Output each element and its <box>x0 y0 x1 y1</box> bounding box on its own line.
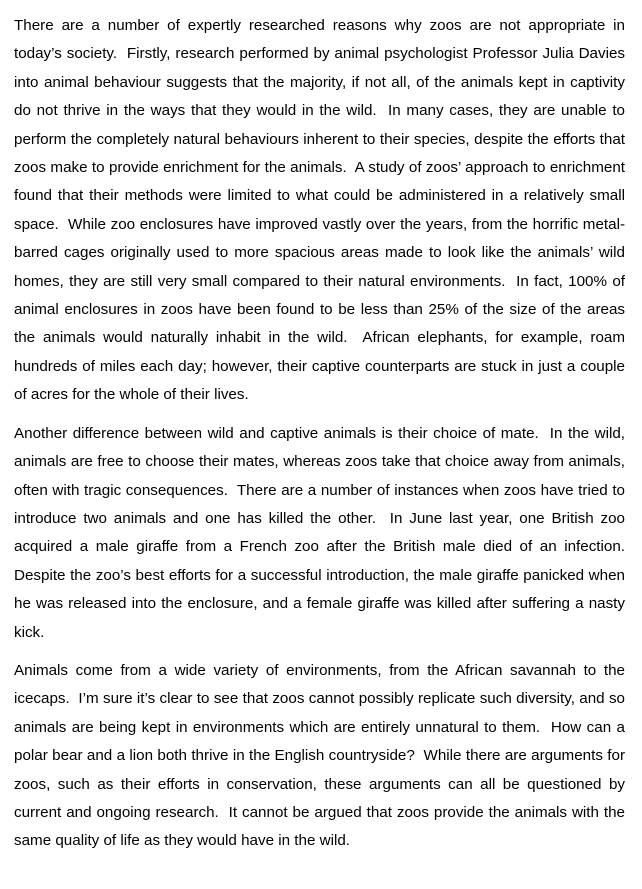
paragraph-choice-of-mate: Another difference between wild and captive animals is their choice of mate. In the wild, animals are free to choose their mates, whereas zoos take that choice away from animals, often with tragic consequences. There are a number of instances when zoos have tried to introduce two animals and one has killed the other. In June last year, one British zoo acquired a male giraffe from a French zoo after the British male died of an infection. Despite the zoo’s best efforts for a successful introduction, the male giraffe panicked when he was released into the enclosure, and a female giraffe was killed after suffering a nasty kick. <box>14 424 634 641</box>
paragraph-reasons-zoos-inappropriate: There are a number of expertly researched reasons why zoos are not appropriate in today’s society. Firstly, research performed by animal psychologist Professor Julia Davies into animal behaviour suggests that the majority, if not all, of the animals kept in captivity do not thrive in the ways that they would in the wild. In many cases, they are unable to perform the completely natural behaviours inherent to their species, despite the efforts that zoos make to provide enrichment for the animals. A study of zoos’ approach to enrichment found that their methods were limited to what could be administered in a relatively small space. While zoo enclosures have improved vastly over the years, from the horrific metal-barred cages originally used to more spacious areas made to look like the animals’ wild homes, they are still very small compared to their natural environments. In fact, 100% of animal enclosures in zoos have been found to be less than 25% of the size of the areas the animals would naturally inhabit in the wild. African elephants, for example, roam hundreds of miles each day; however, their captive counterparts are stuck in just a couple of acres for the whole of their lives. <box>14 17 630 404</box>
paragraph-variety-of-environments: Animals come from a wide variety of environments, from the African savannah to the icecaps. I’m sure it’s clear to see that zoos cannot possibly replicate such diversity, and so animals are being kept in environments which are entirely unnatural to them. How can a polar bear and a lion both thrive in the English countryside? While there are arguments for zoos, such as their efforts in conservation, these arguments can all be questioned by current and ongoing research. It cannot be argued that zoos provide the animals with the same quality of life as they would have in the wild. <box>14 661 630 850</box>
